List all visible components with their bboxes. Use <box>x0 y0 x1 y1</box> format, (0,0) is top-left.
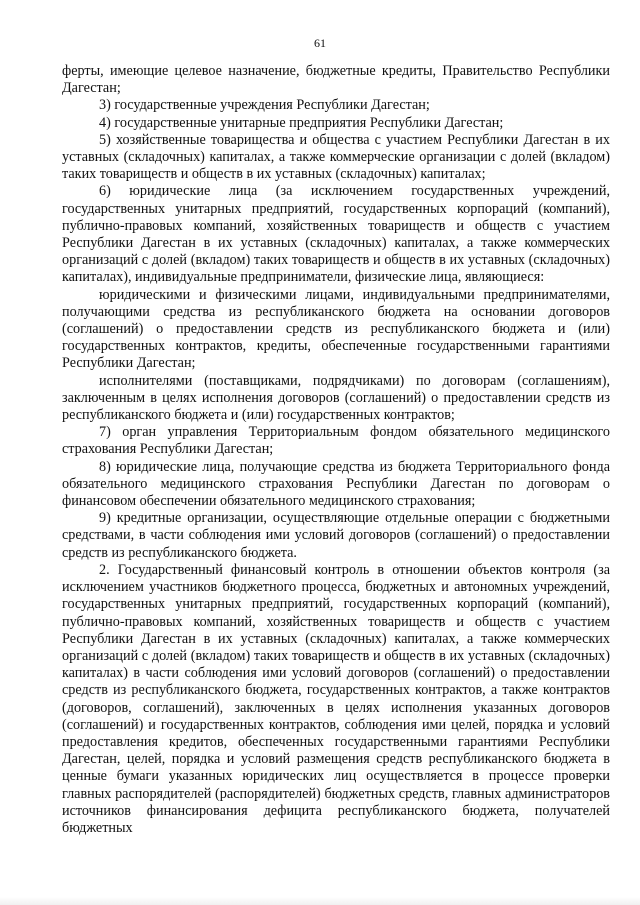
page-number: 61 <box>314 36 326 50</box>
scan-edge <box>0 897 640 905</box>
paragraph: 4) государственные унитарные предприятия Республики Дагестан; <box>99 114 504 131</box>
paragraph: 8) юридические лица, получающие средства из бюджета Территориального фонда обязательного медицинского страхования Республики Дагестан по договорам о финансовом обеспечении обязательного медицинского страхования; <box>62 458 610 510</box>
paragraph: 9) кредитные организации, осуществляющие отдельные операции с бюджетными средствами, в части соблюдения ими условий договоров (соглашений) о предоставлении средств из республиканского бюджета. <box>62 510 610 561</box>
paragraph: 6) юридические лица (за исключением государственных учреждений, государственных унитарных предприятий, государственных корпораций (компаний), публично-правовых компаний, хозяйственных товариществ и обществ с участием Республики Дагестан в их уставных (складочных) капиталах, а также коммерческих организаций с долей (вкладом) таких товариществ и обществ в их уставных (складочных) капиталах), индивидуальные предприниматели, физические лица, являющиеся: <box>62 183 610 286</box>
paragraph: 3) государственные учреждения Республики Дагестан; <box>99 97 430 114</box>
paragraph: 7) орган управления Территориальным фондом обязательного медицинского страхования Республики Дагестан; <box>62 424 610 458</box>
paragraph: 2. Государственный финансовый контроль в отношении объектов контроля (за исключением участников бюджетного процесса, бюджетных и автономных учреждений, государственных унитарных предприятий, государственных корпораций (компаний), публично-правовых компаний, хозяйственных товариществ и обществ с участием Республики Дагестан в их уставных (складочных) капиталах, а также коммерческих организаций с долей (вкладом) таких товариществ и обществ в их уставных (складочных) капиталах) в части соблюдения ими условий договоров (соглашений) о предоставлении средств из республиканского бюджета, государственных контрактов, а также контрактов (договоров, соглашений), заключенных в целях исполнения указанных договоров (соглашений) и государственных контрактов, соблюдения ими целей, порядка и условий предоставления кредитов, обеспеченных государственными гарантиями Республики Дагестан, целей, порядка и условий размещения средств республиканского бюджета в ценные бумаги указанных юридических лиц осуществляется в процессе проверки главных распорядителей (распорядителей) бюджетных средств, главных администраторов источников финансирования дефицита республиканского бюджета, получателей бюджетных <box>62 561 610 836</box>
paragraph: исполнителями (поставщиками, подрядчиками) по договорам (соглашениям), заключенным в целях исполнения договоров (соглашений) о предоставлении средств из республиканского бюджета и (или) государственных контрактов; <box>62 372 610 424</box>
paragraph: ферты, имеющие целевое назначение, бюджетные кредиты, Правительство Республики Дагестан; <box>62 63 610 97</box>
document-body <box>62 63 610 837</box>
paragraph: юридическими и физическими лицами, индивидуальными предпринимателями, получающими средства из республиканского бюджета на основании договоров (соглашений) о предоставлении средств из республиканского бюджета и (или) государственных контрактов, кредиты, обеспеченные государственными гарантиями Республики Дагестан; <box>62 286 610 372</box>
paragraph: 5) хозяйственные товарищества и общества с участием Республики Дагестан в их уставных (складочных) капиталах, а также коммерческие организации с долей (вкладом) таких товариществ и обществ в их уставных (складочных) капиталах; <box>62 131 610 183</box>
